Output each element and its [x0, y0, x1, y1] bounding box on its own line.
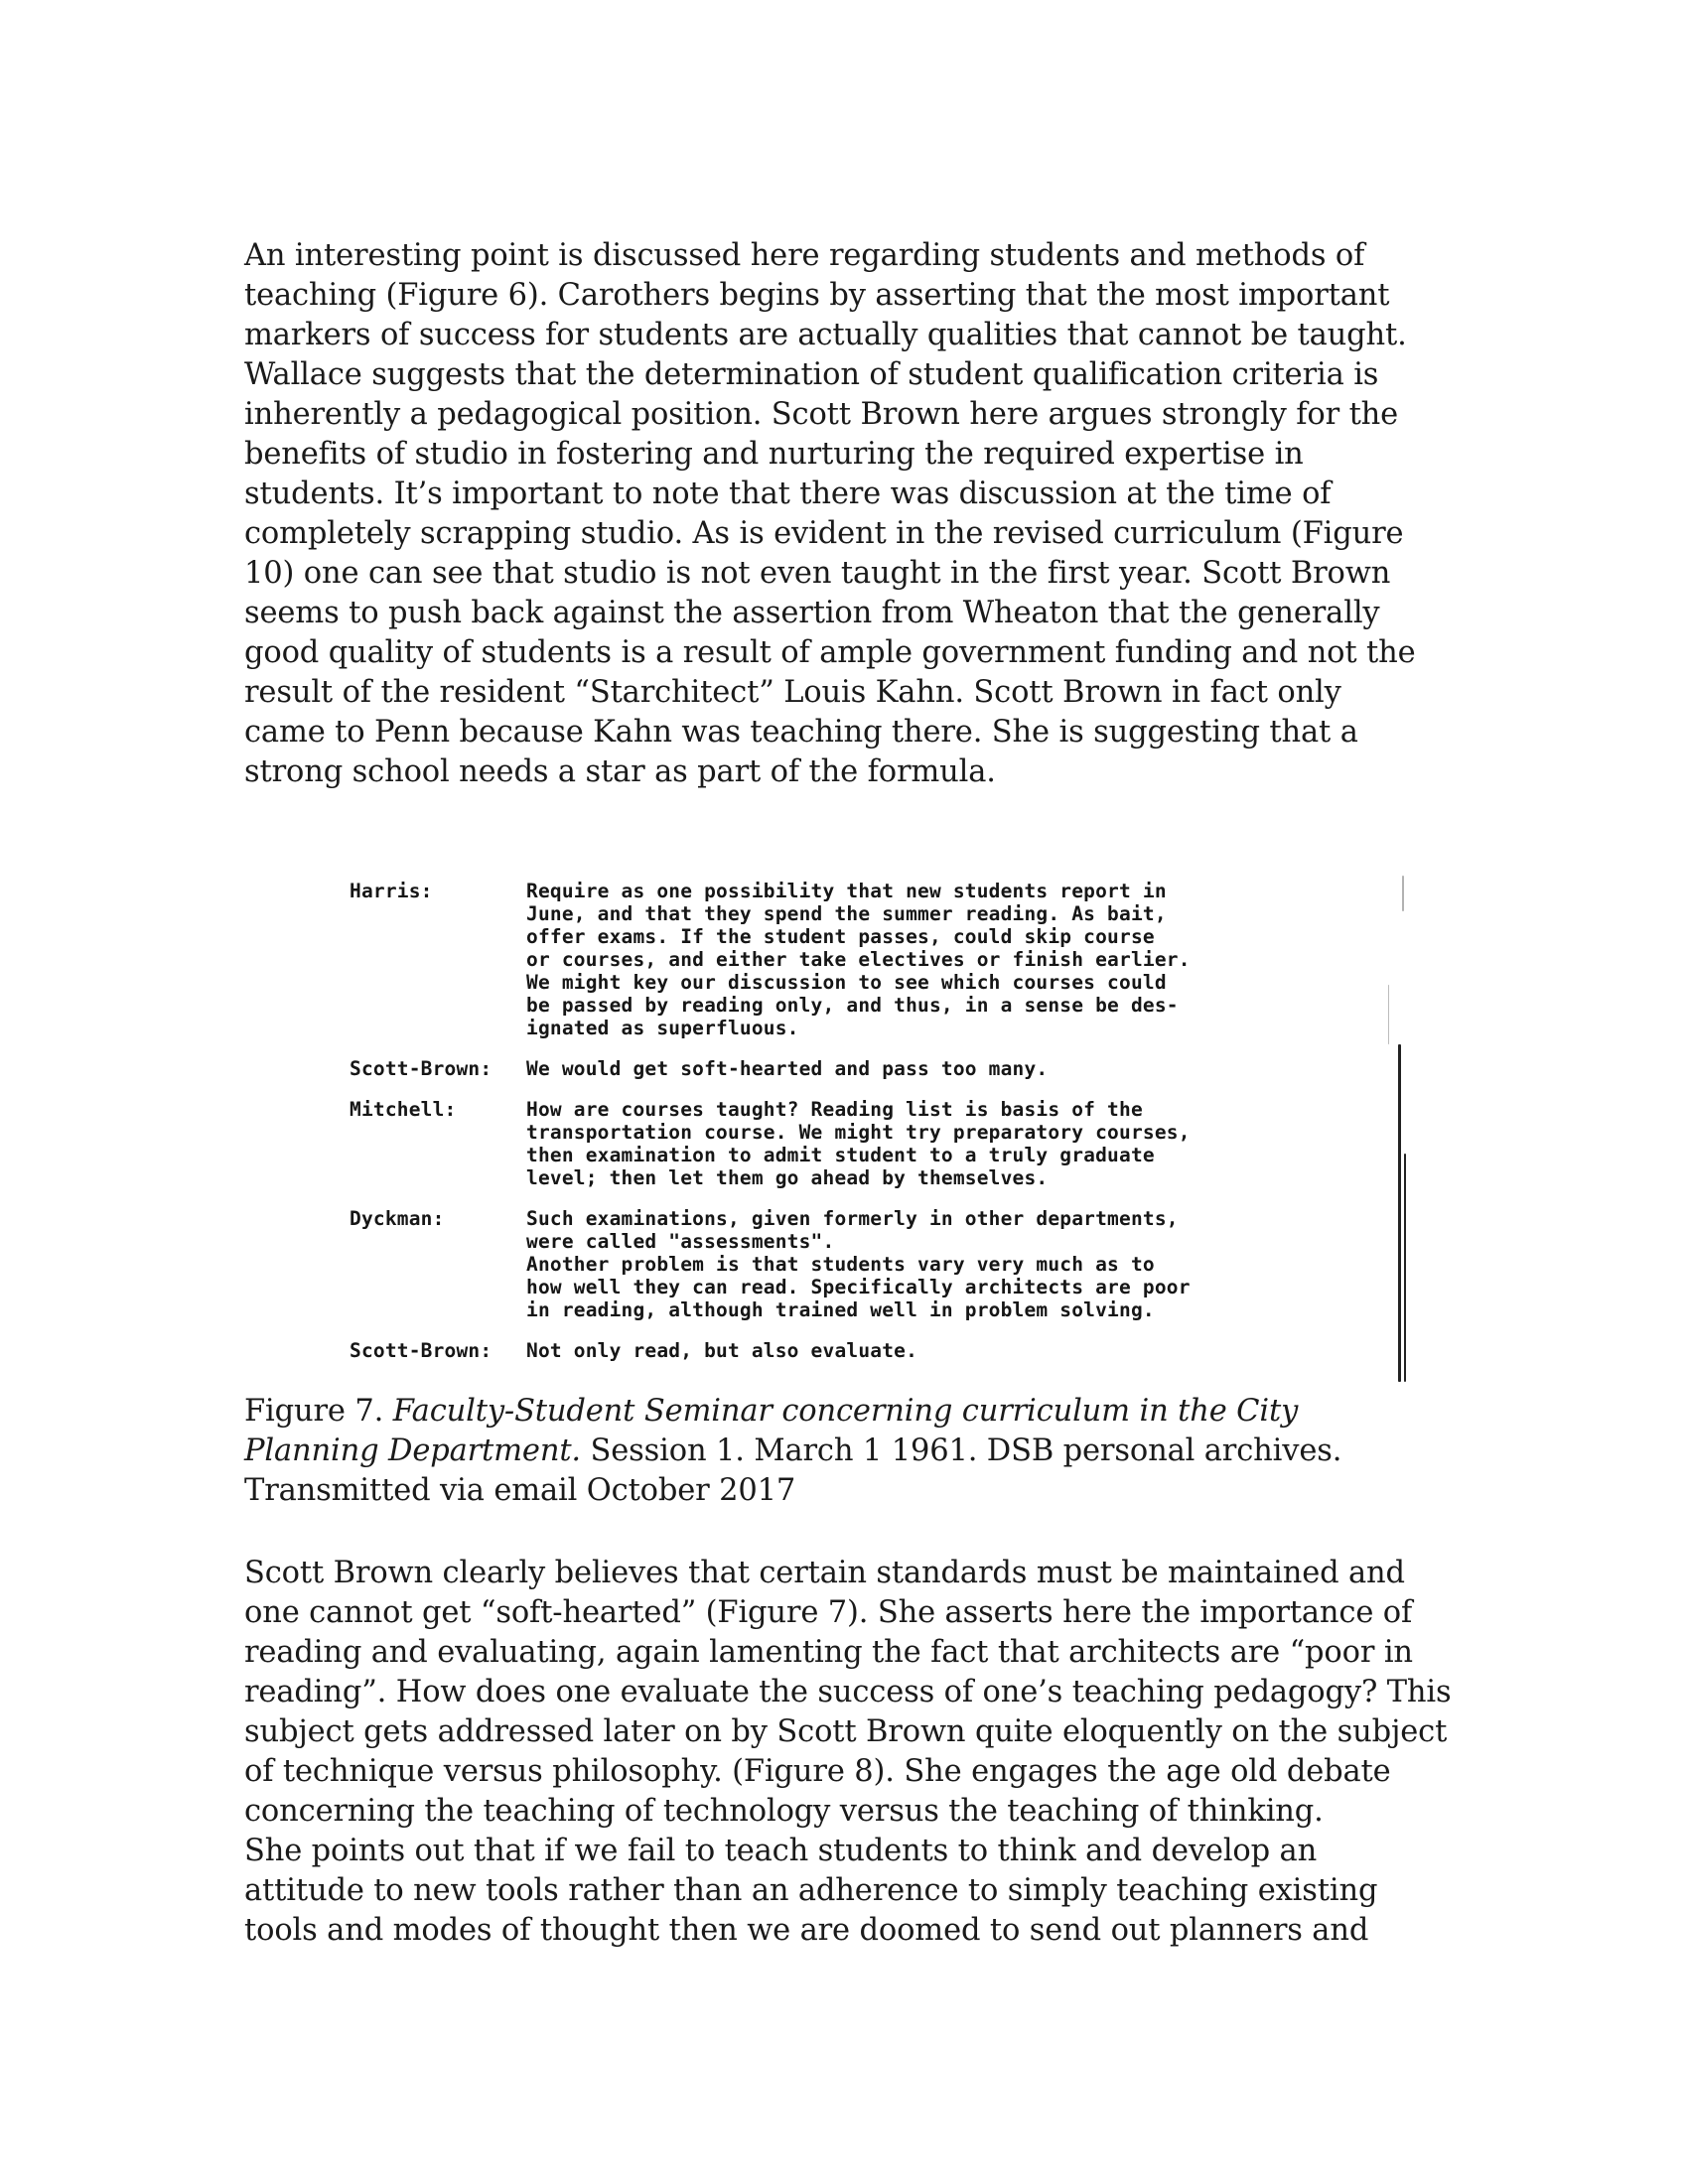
- speech-line: then examination to admit student to a truly graduate: [526, 1144, 1155, 1166]
- text-line: result of the resident “Starchitect” Louis Kahn. Scott Brown in fact only: [244, 675, 1341, 710]
- text-line: She points out that if we fail to teach students to think and develop an: [244, 1834, 1318, 1868]
- text-line: completely scrapping studio. As is evident in the revised curriculum (Figure: [244, 516, 1404, 551]
- text-line: good quality of students is a result of ample government funding and not the: [244, 635, 1416, 670]
- text-line: students. It’s important to note that there was discussion at the time of: [244, 477, 1332, 511]
- scan-edge-line: [1402, 876, 1404, 911]
- text-line: 10) one can see that studio is not even taught in the first year. Scott Brown: [244, 556, 1391, 591]
- speaker-name: Scott-Brown:: [350, 1057, 492, 1080]
- speech-line: We would get soft-hearted and pass too many.: [526, 1057, 1049, 1080]
- text-line: markers of success for students are actually qualities that cannot be taught.: [244, 318, 1407, 352]
- text-line: strong school needs a star as part of the formula.: [244, 754, 996, 789]
- caption-line: Transmitted via email October 2017: [244, 1473, 796, 1508]
- speech-line: Such examinations, given formerly in other departments,: [526, 1207, 1179, 1230]
- caption-line: [244, 1432, 1476, 1471]
- speech-line: or courses, and either take electives or finish earlier.: [526, 948, 1191, 971]
- speaker-name: Harris:: [350, 880, 433, 902]
- paragraph-intro: [244, 236, 1476, 792]
- text-line: seems to push back against the assertion from Wheaton that the generally: [244, 596, 1380, 630]
- text-line: inherently a pedagogical position. Scott Brown here argues strongly for the: [244, 397, 1399, 432]
- speech-text: [526, 1057, 1382, 1080]
- text-line: concerning the teaching of technology versus the teaching of thinking.: [244, 1794, 1324, 1829]
- text-line: benefits of studio in fostering and nurturing the required expertise in: [244, 437, 1304, 472]
- caption-label: Figure 7.: [244, 1394, 384, 1429]
- speech-line: ignated as superfluous.: [526, 1017, 799, 1039]
- text-line: attitude to new tools rather than an adherence to simply teaching existing: [244, 1873, 1378, 1908]
- text-line: Scott Brown clearly believes that certain standards must be maintained and: [244, 1556, 1405, 1590]
- transcript-text: [350, 880, 1382, 1380]
- transcript-entry: [350, 1339, 1382, 1362]
- speech-text: [526, 880, 1382, 1039]
- speech-line: were called "assessments".: [526, 1230, 835, 1253]
- speech-line: how well they can read. Specifically architects are poor: [526, 1276, 1191, 1298]
- speech-text: [526, 1339, 1382, 1362]
- text-line: Wallace suggests that the determination of student qualification criteria is: [244, 357, 1379, 392]
- text-line: came to Penn because Kahn was teaching there. She is suggesting that a: [244, 715, 1358, 750]
- scan-edge-line: [1388, 985, 1389, 1044]
- transcript-entry: [350, 1057, 1382, 1080]
- text-line: reading and evaluating, again lamenting the fact that architects are “poor in: [244, 1635, 1413, 1670]
- caption-title: Planning Department.: [244, 1433, 581, 1468]
- speech-line: Another problem is that students vary very much as to: [526, 1253, 1155, 1276]
- transcript-entry: [350, 1098, 1382, 1189]
- speech-line: Not only read, but also evaluate.: [526, 1339, 918, 1362]
- speech-line: in reading, although trained well in problem solving.: [526, 1298, 1155, 1321]
- figure-caption: [244, 1392, 1476, 1511]
- speaker-name: Mitchell:: [350, 1098, 457, 1121]
- speech-line: June, and that they spend the summer reading. As bait,: [526, 902, 1167, 925]
- text-line: teaching (Figure 6). Carothers begins by asserting that the most important: [244, 278, 1390, 313]
- transcript-entry: [350, 1207, 1382, 1321]
- text-line: An interesting point is discussed here regarding students and methods of: [244, 238, 1365, 273]
- speaker-name: Dyckman:: [350, 1207, 445, 1230]
- text-line: reading”. How does one evaluate the success of one’s teaching pedagogy? This: [244, 1675, 1452, 1709]
- paragraph-standards: [244, 1554, 1476, 1951]
- text-line: tools and modes of thought then we are doomed to send out planners and: [244, 1913, 1369, 1948]
- speaker-name: Scott-Brown:: [350, 1339, 492, 1362]
- speech-line: How are courses taught? Reading list is basis of the: [526, 1098, 1143, 1121]
- speech-line: transportation course. We might try preparatory courses,: [526, 1121, 1191, 1144]
- caption-line: [244, 1392, 1476, 1432]
- text-line: of technique versus philosophy. (Figure 8). She engages the age old debate: [244, 1754, 1391, 1789]
- speech-line: level; then let them go ahead by themselves.: [526, 1166, 1049, 1189]
- figure-7-transcript-scan: [338, 866, 1410, 1390]
- scan-edge-line: [1398, 1044, 1401, 1382]
- speech-line: be passed by reading only, and thus, in a sense be des-: [526, 994, 1179, 1017]
- text-line: subject gets addressed later on by Scott Brown quite eloquently on the subject: [244, 1714, 1448, 1749]
- caption-title: Faculty-Student Seminar concerning curriculum in the City: [392, 1394, 1299, 1429]
- transcript-entry: [350, 880, 1382, 1039]
- speech-line: We might key our discussion to see which courses could: [526, 971, 1167, 994]
- speech-text: [526, 1098, 1382, 1189]
- speech-line: Require as one possibility that new students report in: [526, 880, 1167, 902]
- speech-text: [526, 1207, 1382, 1321]
- scan-edge-line: [1404, 1154, 1406, 1382]
- text-line: one cannot get “soft-hearted” (Figure 7). She asserts here the importance of: [244, 1595, 1413, 1630]
- caption-details: Session 1. March 1 1961. DSB personal archives.: [590, 1433, 1342, 1468]
- speech-line: offer exams. If the student passes, could skip course: [526, 925, 1155, 948]
